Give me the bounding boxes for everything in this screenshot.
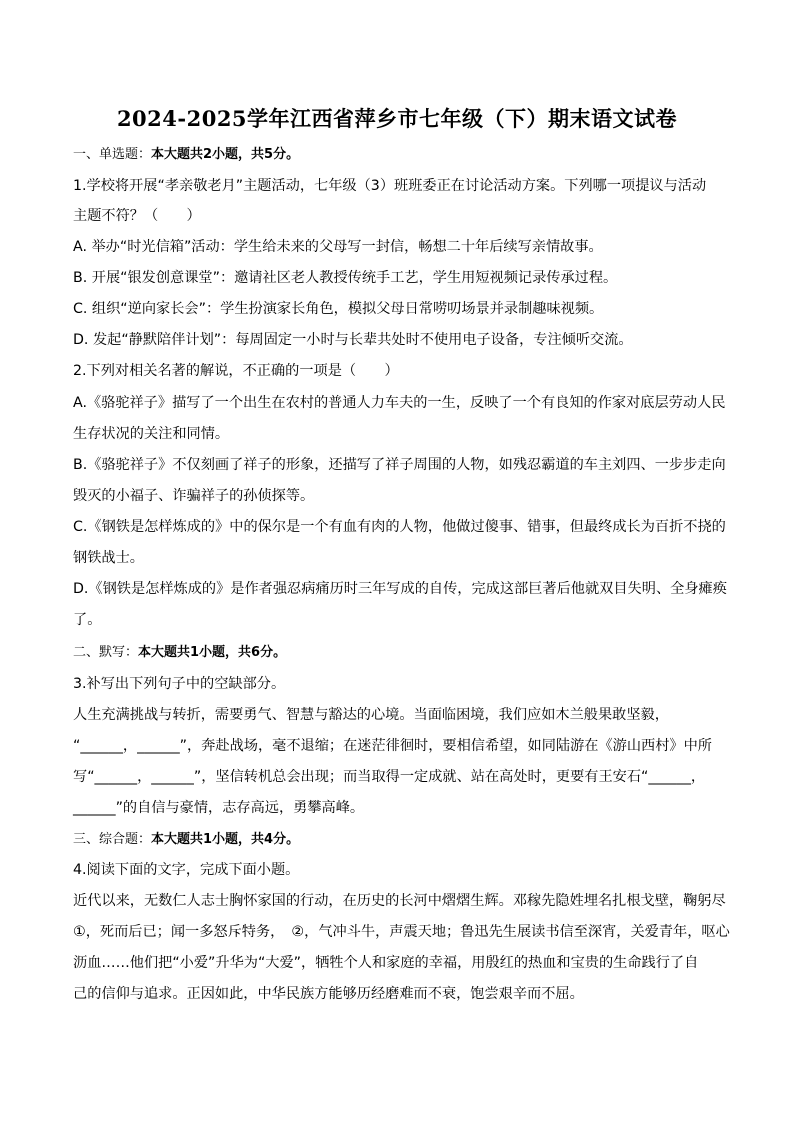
q1-option-c: C. 组织“逆向家长会”：学生扮演家长角色，模拟父母日常唠叨场景并录制趣味视频。 [73, 301, 604, 317]
q2-option-c-line1: C.《钢铁是怎样炼成的》中的保尔是一个有血有肉的人物，他做过傻事、错事，但最终成长为百折不挠的 [73, 519, 726, 535]
q3-line2: “______，______”，奔赴战场，毫不退缩；在迷茫徘徊时，要相信希望，如同陆游在《游山西村》中所 [73, 738, 712, 754]
q3-line3: 写“______，______”，坚信转机总会出现；而当取得一定成就、站在高处时，更要有王安石“______， [73, 769, 706, 785]
section-3-desc: 本大题共1小题，共4分。 [151, 832, 300, 847]
q2-option-b-line2: 毁灭的小福子、诈骗祥子的孙侦探等。 [73, 488, 315, 504]
section-2-desc: 本大题共1小题，共6分。 [138, 645, 287, 660]
q1-stem-line2: 主题不符？（ ） [73, 208, 201, 224]
q2-option-d-line2: 了。 [73, 612, 102, 628]
q4-stem: 4.阅读下面的文字，完成下面小题。 [73, 862, 300, 878]
q2-option-b-line1: B.《骆驼祥子》不仅刻画了祥子的形象，还描写了祥子周围的人物，如残忍霸道的车主刘四、一步步走向 [73, 457, 726, 473]
q4-passage-line4: 己的信仰与追求。正因如此，中华民族方能够历经磨难而不衰，饱尝艰辛而不屈。 [73, 986, 584, 1002]
section-3-header [73, 830, 734, 850]
section-2-header [73, 643, 734, 663]
section-3-prefix: 三、综合题： [73, 832, 152, 847]
q4-passage-line2: ①，死而后已；闻一多怒斥特务， ②，气冲斗牛，声震天地；鲁迅先生展读书信至深宵，关爱青年，呕心 [73, 924, 730, 940]
q1-option-a: A. 举办“时光信箱”活动：学生给未来的父母写一封信，畅想二十年后续写亲情故事。 [73, 239, 603, 255]
section-2-prefix: 二、默写： [73, 645, 139, 660]
section-1-header [73, 145, 734, 165]
q1-option-d: D. 发起“静默陪伴计划”：每周固定一小时与长辈共处时不使用电子设备，专注倾听交流。 [73, 332, 633, 348]
q2-option-c-line2: 钢铁战士。 [73, 550, 144, 566]
section-1-prefix: 一、单选题： [73, 147, 152, 162]
q3-line4: ______”的自信与豪情，志存高远，勇攀高峰。 [73, 800, 365, 816]
section-1-desc: 本大题共2小题，共5分。 [151, 147, 300, 162]
q2-option-a-line2: 生存状况的关注和同情。 [73, 426, 230, 442]
q1-option-b: B. 开展“银发创意课堂”：邀请社区老人教授传统手工艺，学生用短视频记录传承过程。 [73, 270, 618, 286]
exam-title: 2024-2025学年江西省萍乡市七年级（下）期末语文试卷 [116, 106, 678, 131]
q2-option-a-line1: A.《骆驼祥子》描写了一个出生在农村的普通人力车夫的一生，反映了一个有良知的作家对底层劳动人民 [73, 395, 726, 411]
q4-passage-line1: 近代以来，无数仁人志士胸怀家国的行动，在历史的长河中熠熠生辉。邓稼先隐姓埋名扎根戈壁，鞠躬尽 [73, 893, 726, 909]
q3-stem: 3.补写出下列句子中的空缺部分。 [73, 676, 286, 692]
q1-stem-line1: 1.学校将开展“孝亲敬老月”主题活动，七年级（3）班班委正在讨论活动方案。下列哪一项提议与活动 [73, 178, 707, 194]
q4-passage-line3: 沥血……他们把“小爱”升华为“大爱”，牺牲个人和家庭的幸福，用殷红的热血和宝贵的生命践行了自 [73, 955, 699, 971]
q2-option-d-line1: D.《钢铁是怎样炼成的》是作者强忍病痛历时三年写成的自传，完成这部巨著后他就双目失明、全身瘫痪 [73, 581, 727, 597]
q2-stem: 2.下列对相关名著的解说，不正确的一项是（ ） [73, 363, 399, 379]
q3-line1: 人生充满挑战与转折，需要勇气、智慧与豁达的心境。当面临困境，我们应如木兰般果敢坚毅， [73, 707, 669, 723]
